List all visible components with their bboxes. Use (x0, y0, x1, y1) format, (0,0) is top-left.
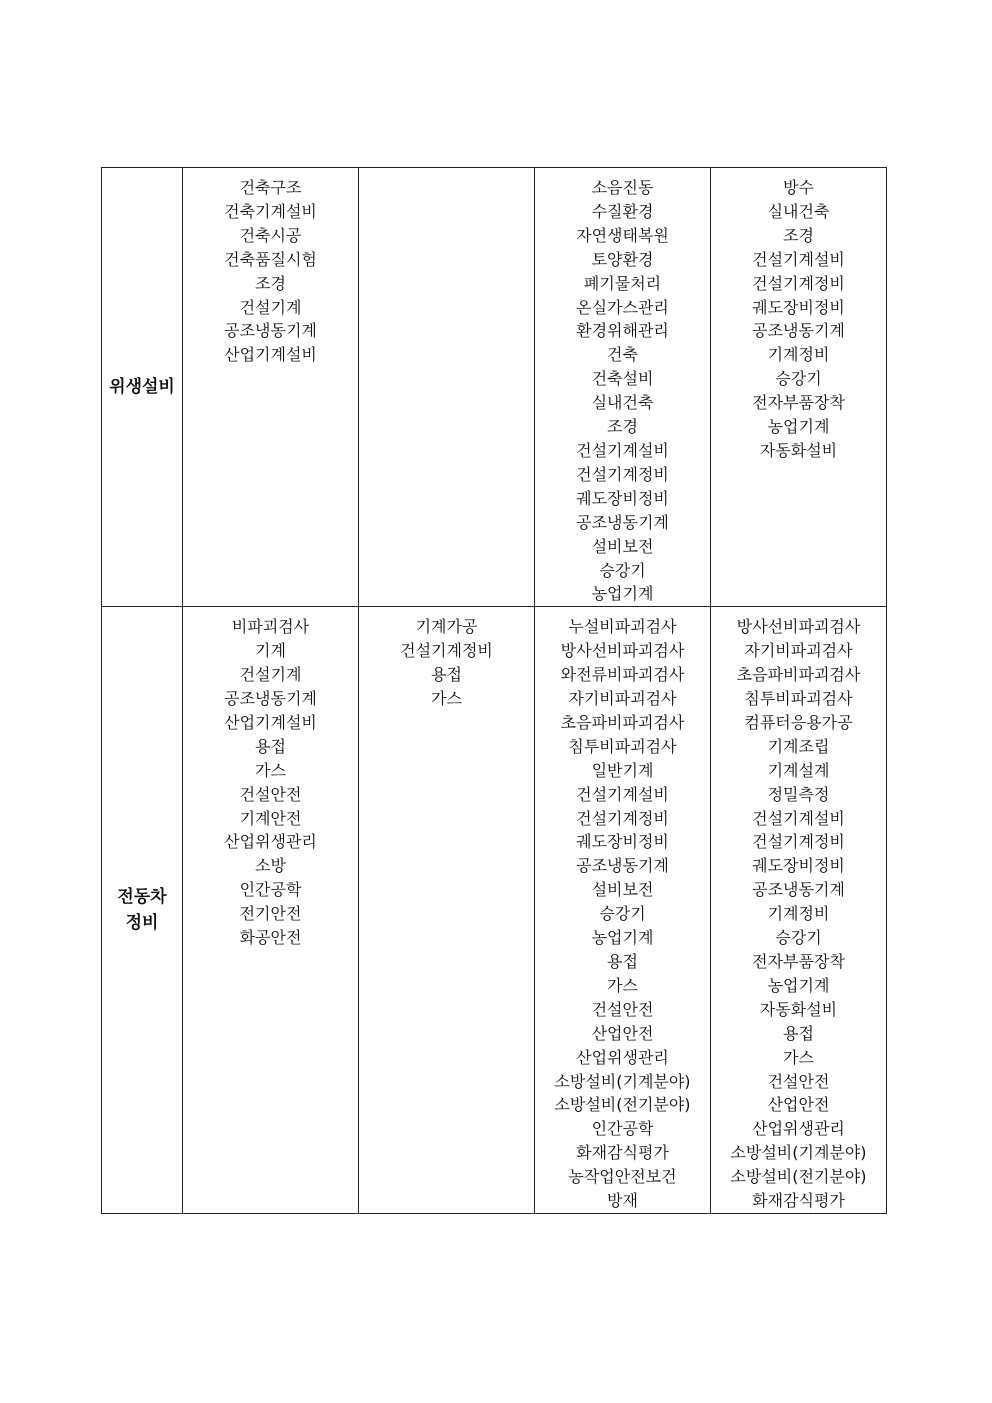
list-item: 공조냉동기계 (752, 880, 845, 900)
list-item: 건설안전 (591, 999, 654, 1019)
qualification-cell (183, 168, 359, 607)
list-item: 농업기계 (591, 584, 654, 604)
table-row (102, 168, 887, 607)
list-item: 자기비파괴검사 (744, 641, 853, 661)
list-item: 가스 (783, 1047, 814, 1067)
list-item: 와전류비파괴검사 (560, 665, 685, 685)
list-item: 공조냉동기계 (224, 321, 317, 341)
list-item: 방수 (783, 178, 814, 197)
list-item: 건설기계정비 (576, 808, 669, 828)
list-item: 소방설비(전기분야) (554, 1095, 691, 1115)
qualification-list (537, 176, 708, 606)
list-item: 방사선비파괴검사 (736, 617, 861, 637)
list-item: 산업위생관리 (224, 832, 317, 852)
list-item: 조경 (783, 225, 814, 245)
list-item: 건축 (607, 345, 638, 365)
list-item: 산업위생관리 (752, 1119, 845, 1139)
list-item: 방재 (607, 1191, 638, 1211)
list-item: 인간공학 (239, 880, 302, 900)
list-item: 기계조립 (767, 736, 830, 756)
qualification-cell (359, 607, 535, 1214)
list-item: 자동화설비 (759, 440, 838, 460)
list-item: 자기비파괴검사 (568, 689, 677, 709)
qualification-table (101, 167, 887, 1214)
list-item: 공조냉동기계 (752, 321, 845, 341)
qualification-list (361, 615, 532, 711)
row-header (102, 607, 183, 1214)
list-item: 산업안전 (591, 1023, 654, 1043)
list-item: 전자부품장착 (752, 393, 845, 413)
list-item: 궤도장비정비 (752, 856, 845, 876)
list-item: 궤도장비정비 (752, 297, 845, 317)
list-item: 설비보전 (591, 880, 654, 900)
list-item: 건설기계정비 (752, 273, 845, 293)
table-row (102, 607, 887, 1214)
list-item: 수질환경 (591, 201, 654, 221)
qualification-list (713, 176, 884, 463)
qualification-list (537, 615, 708, 1213)
list-item: 전기안전 (239, 904, 302, 924)
row-header-line: 전동차 (117, 887, 167, 908)
qualification-cell (711, 168, 887, 607)
list-item: 환경위해관리 (576, 321, 669, 341)
list-item: 궤도장비정비 (576, 488, 669, 508)
list-item: 산업기계설비 (224, 712, 317, 732)
list-item: 건설기계 (239, 297, 302, 317)
qualification-list (713, 615, 884, 1213)
list-item: 공조냉동기계 (224, 689, 317, 709)
list-item: 가스 (255, 760, 286, 780)
list-item: 건설기계정비 (576, 464, 669, 484)
list-item: 건축구조 (239, 178, 302, 197)
list-item: 소방설비(기계분야) (730, 1143, 867, 1163)
list-item: 승강기 (775, 369, 822, 389)
list-item: 조경 (607, 417, 638, 437)
list-item: 기계정비 (767, 345, 830, 365)
list-item: 소음진동 (591, 178, 654, 197)
list-item: 용접 (255, 736, 286, 756)
list-item: 공조냉동기계 (576, 856, 669, 876)
list-item: 정밀측정 (767, 784, 830, 804)
qualification-cell (535, 607, 711, 1214)
list-item: 자연생태복원 (576, 225, 669, 245)
list-item: 용접 (431, 665, 462, 685)
list-item: 기계정비 (767, 904, 830, 924)
list-item: 산업위생관리 (576, 1047, 669, 1067)
list-item: 초음파비파괴검사 (560, 712, 685, 732)
list-item: 온실가스관리 (576, 297, 669, 317)
qualification-list (185, 176, 356, 367)
list-item: 설비보전 (591, 536, 654, 556)
list-item: 용접 (783, 1023, 814, 1043)
list-item: 일반기계 (591, 760, 654, 780)
list-item: 소방 (255, 856, 286, 876)
list-item: 건축설비 (591, 369, 654, 389)
list-item: 가스 (607, 975, 638, 995)
list-item: 농업기계 (767, 417, 830, 437)
list-item: 궤도장비정비 (576, 832, 669, 852)
list-item: 건설기계설비 (576, 784, 669, 804)
list-item: 건설기계 (239, 665, 302, 685)
list-item: 화재감식평가 (576, 1143, 669, 1163)
list-item: 건설기계설비 (576, 440, 669, 460)
qualification-cell (359, 168, 535, 607)
list-item: 방사선비파괴검사 (560, 641, 685, 661)
list-item: 소방설비(기계분야) (554, 1071, 691, 1091)
list-item: 승강기 (599, 560, 646, 580)
list-item: 건설기계설비 (752, 249, 845, 269)
list-item: 건설안전 (239, 784, 302, 804)
row-header (102, 168, 183, 607)
list-item: 건설기계설비 (752, 808, 845, 828)
list-item: 소방설비(전기분야) (730, 1167, 867, 1187)
list-item: 기계 (255, 641, 286, 661)
list-item: 가스 (431, 689, 462, 709)
list-item: 토양환경 (591, 249, 654, 269)
list-item: 컴퓨터응용가공 (744, 712, 853, 732)
list-item: 기계가공 (415, 617, 478, 637)
list-item: 실내건축 (591, 393, 654, 413)
list-item: 누설비파괴검사 (568, 617, 677, 637)
list-item: 농업기계 (767, 975, 830, 995)
qualification-cell (535, 168, 711, 607)
list-item: 농작업안전보건 (568, 1167, 677, 1187)
list-item: 화공안전 (239, 928, 302, 948)
list-item: 화재감식평가 (752, 1191, 845, 1211)
list-item: 건축시공 (239, 225, 302, 245)
list-item: 인간공학 (591, 1119, 654, 1139)
table-body (102, 168, 887, 1214)
list-item: 건설안전 (767, 1071, 830, 1091)
row-header-line: 위생설비 (109, 377, 175, 398)
list-item: 전자부품장착 (752, 952, 845, 971)
list-item: 초음파비파괴검사 (736, 665, 861, 685)
list-item: 산업기계설비 (224, 345, 317, 365)
qualification-cell (711, 607, 887, 1214)
list-item: 건설기계정비 (400, 641, 493, 661)
list-item: 공조냉동기계 (576, 512, 669, 532)
list-item: 건축품질시험 (224, 249, 317, 269)
list-item: 비파괴검사 (231, 617, 310, 637)
list-item: 농업기계 (591, 928, 654, 948)
list-item: 자동화설비 (759, 999, 838, 1019)
list-item: 침투비파괴검사 (744, 689, 853, 709)
list-item: 산업안전 (767, 1095, 830, 1115)
list-item: 기계설계 (767, 760, 830, 780)
list-item: 승강기 (599, 904, 646, 924)
list-item: 기계안전 (239, 808, 302, 828)
list-item: 실내건축 (767, 201, 830, 221)
list-item: 건설기계정비 (752, 832, 845, 852)
list-item: 승강기 (775, 928, 822, 948)
list-item: 건축기계설비 (224, 201, 317, 221)
list-item: 침투비파괴검사 (568, 736, 677, 756)
list-item: 용접 (607, 952, 638, 971)
list-item: 폐기물처리 (583, 273, 662, 293)
qualification-cell (183, 607, 359, 1214)
qualification-list (185, 615, 356, 950)
row-header-line: 정비 (125, 913, 159, 934)
list-item: 조경 (255, 273, 286, 293)
